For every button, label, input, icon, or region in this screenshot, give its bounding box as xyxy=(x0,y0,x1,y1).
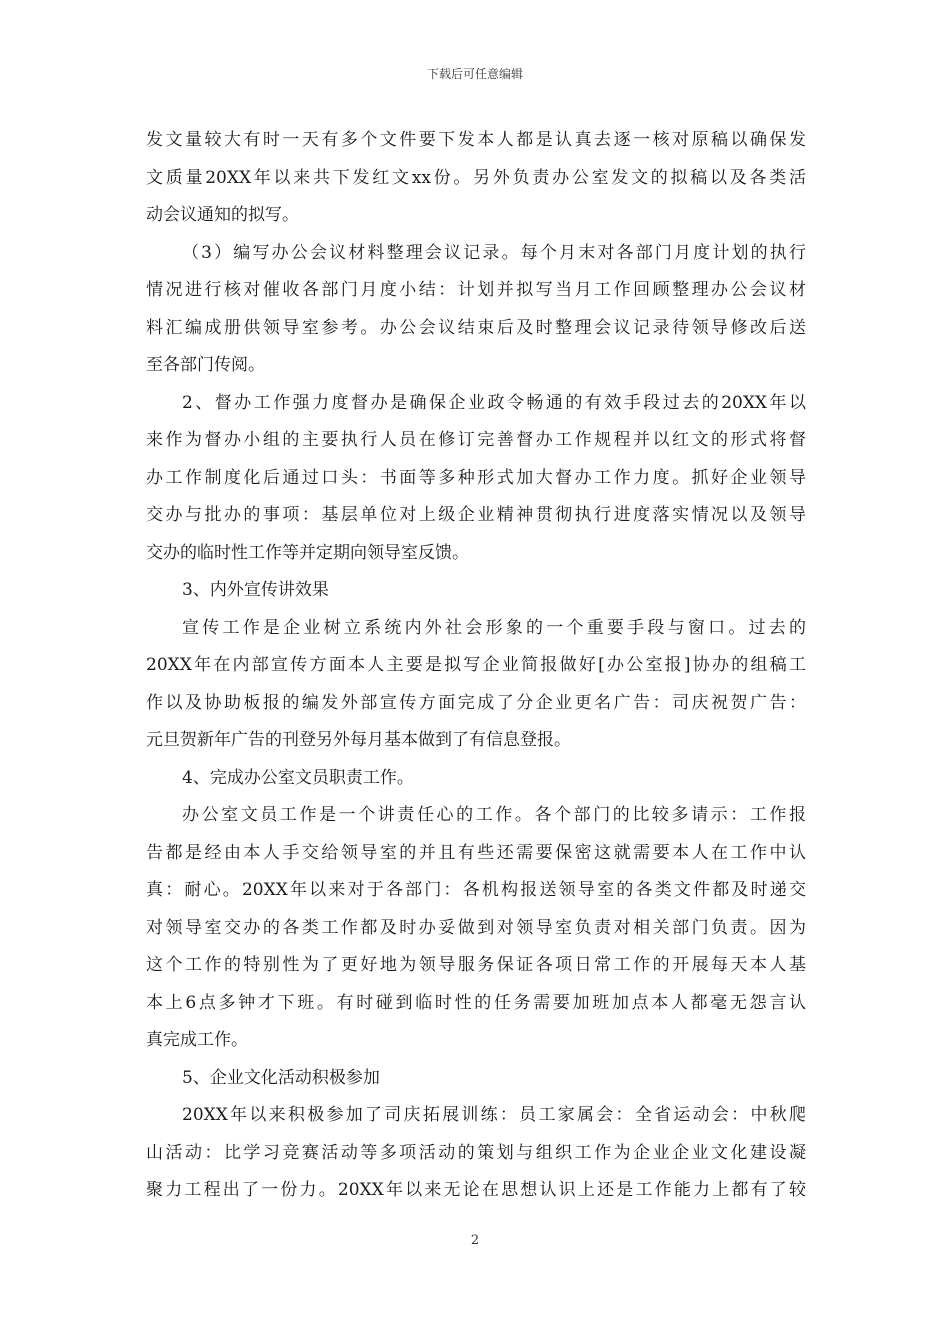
text-line: 交办的临时性工作等并定期向领导室反馈。 xyxy=(146,542,469,563)
text-line: 料汇编成册供领导室参考。办公会议结束后及时整理会议记录待领导修改后送 xyxy=(146,317,806,338)
text-line: 5、企业文化活动积极参加 xyxy=(182,1067,380,1088)
text-line: 情况进行核对催收各部门月度小结：计划并拟写当月工作回顾整理办公会议材 xyxy=(146,280,806,300)
text-line: 办公室文员工作是一个讲责任心的工作。各个部门的比较多请示：工作报 xyxy=(182,805,806,825)
text-line: 3、内外宣传讲效果 xyxy=(182,580,329,600)
text-line: （3）编写办公会议材料整理会议记录。每个月末对各部门月度计划的执行 xyxy=(182,242,806,263)
text-line: 对领导室交办的各类工作都及时办妥做到对领导室负责对相关部门负责。因为 xyxy=(146,917,806,938)
text-line: 交办与批办的事项：基层单位对上级企业精神贯彻执行进度落实情况以及领导 xyxy=(146,505,806,525)
text-line: 宣传工作是企业树立系统内外社会形象的一个重要手段与窗口。过去的 xyxy=(182,617,806,638)
text-line: 作以及协助板报的编发外部宣传方面完成了分企业更名广告：司庆祝贺广告： xyxy=(146,692,806,713)
text-line: 20XX年以来积极参加了司庆拓展训练：员工家属会：全省运动会：中秋爬 xyxy=(182,1105,806,1125)
text-line: 告都是经由本人手交给领导室的并且有些还需要保密这就需要本人在工作中认 xyxy=(146,842,806,863)
text-line: 这个工作的特别性为了更好地为领导服务保证各项日常工作的开展每天本人基 xyxy=(146,955,806,975)
text-line: 发文量较大有时一天有多个文件要下发本人都是认真去逐一核对原稿以确保发 xyxy=(146,130,806,150)
document-body xyxy=(146,122,806,1210)
text-line: 2、督办工作强力度督办是确保企业政令畅通的有效手段过去的20XX年以 xyxy=(182,392,806,413)
text-line: 办工作制度化后通过口头：书面等多种形式加大督办工作力度。抓好企业领导 xyxy=(146,467,806,488)
text-line: 聚力工程出了一份力。20XX年以来无论在思想认识上还是工作能力上都有了较 xyxy=(146,1180,806,1200)
text-line: 文质量20XX年以来共下发红文xx份。另外负责办公室发文的拟稿以及各类活 xyxy=(146,167,806,188)
text-line: 元旦贺新年广告的刊登另外每月基本做到了有信息登报。 xyxy=(146,730,571,750)
page-header: 下载后可任意编辑 xyxy=(426,67,523,81)
page-number: 2 xyxy=(470,1233,480,1248)
text-line: 真：耐心。20XX年以来对于各部门：各机构报送领导室的各类文件都及时递交 xyxy=(146,880,806,900)
text-line: 动会议通知的拟写。 xyxy=(146,205,299,225)
text-line: 20XX年在内部宣传方面本人主要是拟写企业简报做好[办公室报]协办的组稿工 xyxy=(146,655,806,675)
text-line: 来作为督办小组的主要执行人员在修订完善督办工作规程并以红文的形式将督 xyxy=(146,430,806,450)
text-line: 至各部门传阅。 xyxy=(146,355,265,375)
text-line: 4、完成办公室文员职责工作。 xyxy=(182,767,414,788)
text-line: 山活动：比学习竞赛活动等多项活动的策划与组织工作为企业企业文化建设凝 xyxy=(146,1142,806,1163)
text-line: 本上6点多钟才下班。有时碰到临时性的任务需要加班加点本人都毫无怨言认 xyxy=(146,992,806,1013)
text-line: 真完成工作。 xyxy=(146,1030,248,1050)
